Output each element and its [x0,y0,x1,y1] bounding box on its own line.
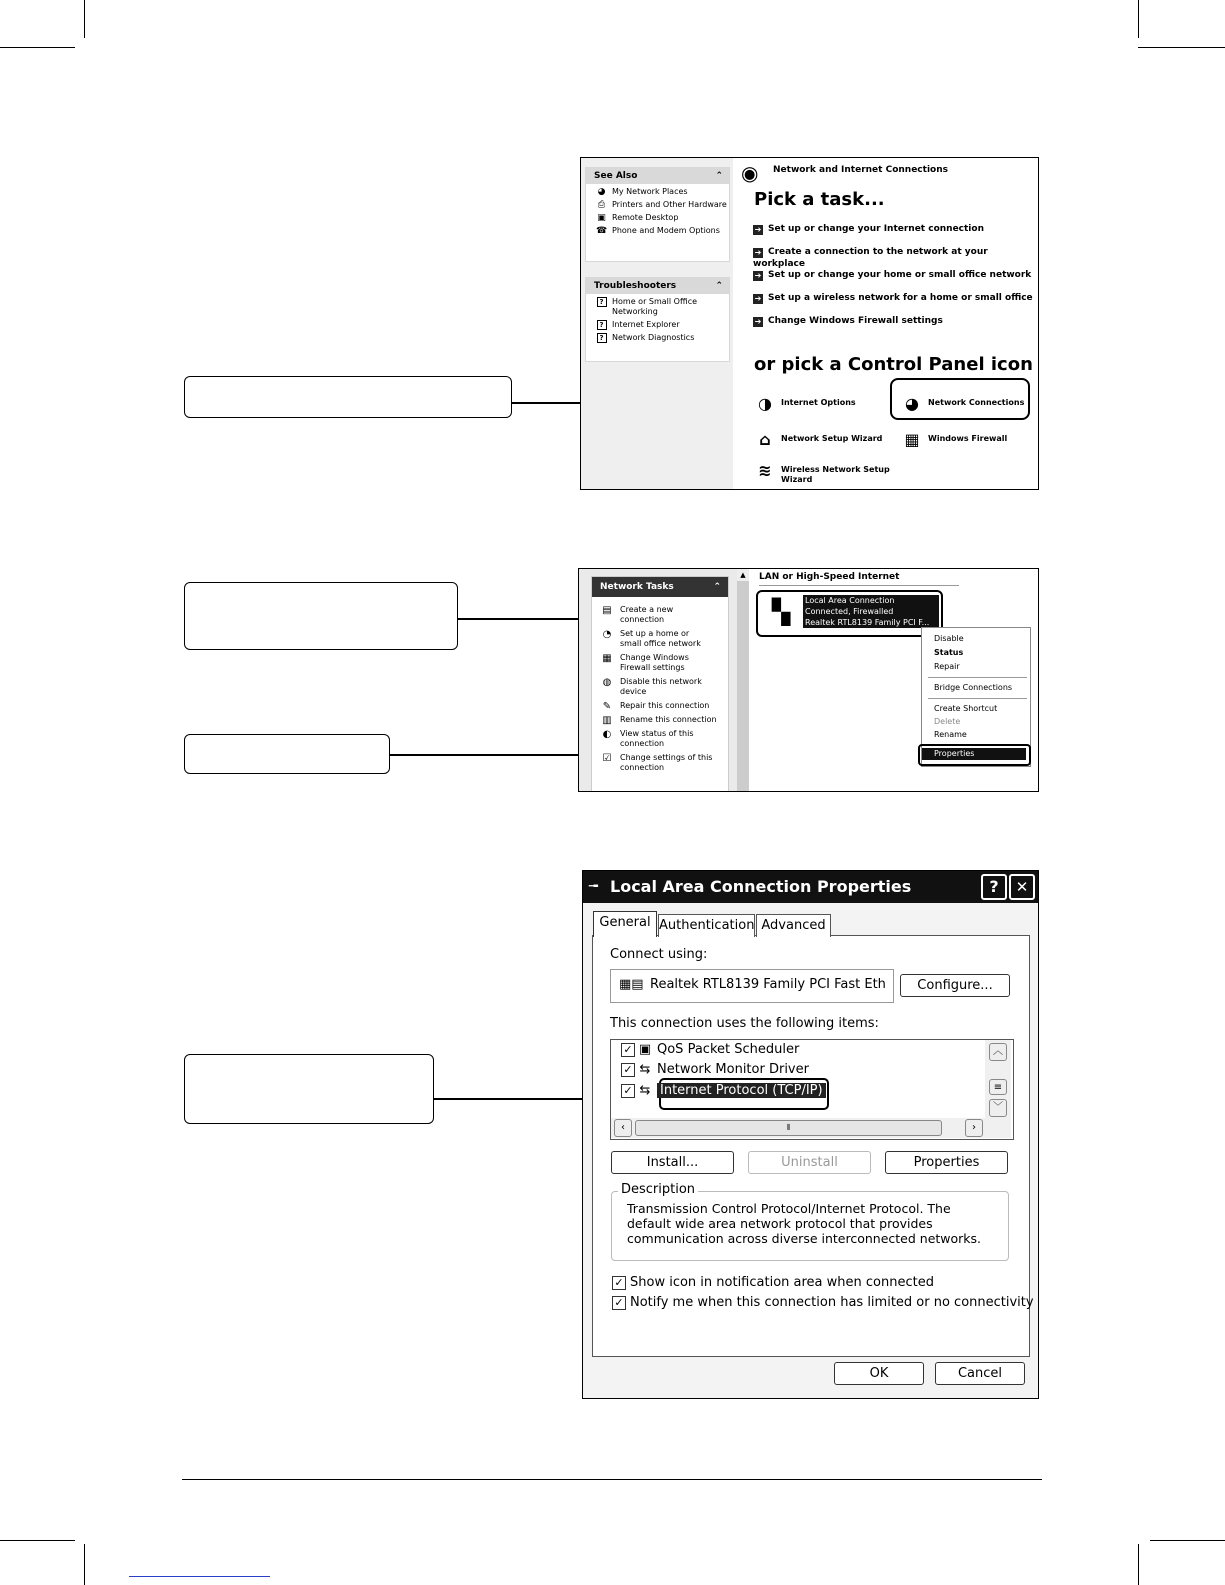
crop-mark [1138,47,1225,48]
uninstall-button[interactable]: Uninstall [748,1151,871,1174]
arrow-icon: ➔ [754,294,762,303]
scroll-thumb[interactable]: ⦀ [635,1120,942,1136]
network-tasks-header[interactable]: Network Tasks ⌃ [592,577,728,597]
title-bar [583,871,1038,903]
network-internet-connections-screenshot [580,157,1039,490]
tab-general[interactable]: General [593,911,657,937]
show-icon-checkbox[interactable]: ✓ [612,1276,626,1290]
firewall-icon: ▦ [904,430,920,449]
internet-options-item[interactable]: ◑ Internet Options [754,398,856,408]
network-connections-screenshot [578,568,1039,792]
menu-item-disable[interactable]: Disable [934,634,964,643]
wireless-icon: ≋ [758,461,772,480]
network-task-item[interactable]: ▦ Change Windows Firewall settings [602,653,689,672]
callout-box [184,376,512,418]
crop-mark [0,47,75,48]
scroll-thumb[interactable]: ≡ [989,1079,1007,1095]
menu-separator [928,698,1027,699]
help-icon: ? [596,333,607,343]
new-connection-icon: ▤ [602,605,612,616]
footer-rule [182,1479,1042,1480]
collapse-icon[interactable]: ⌃ [715,171,723,181]
scroll-right-icon[interactable]: › [965,1119,983,1137]
crop-mark [1150,1540,1225,1541]
connection-status: Connected, Firewalled [805,607,894,616]
scroll-left-icon[interactable]: ‹ [614,1119,632,1137]
settings-icon: ☑ [602,753,612,764]
windows-firewall-item[interactable]: ▦ Windows Firewall [901,434,1007,444]
help-icon: ? [596,320,607,330]
network-setup-wizard-item[interactable]: ⌂ Network Setup Wizard [754,434,882,444]
network-task-item[interactable]: ◔ Set up a home or small office network [602,629,701,648]
vertical-scrollbar[interactable] [737,569,749,791]
internet-options-icon: ◑ [758,394,772,413]
protocol-icon: ⇆ [639,1083,651,1098]
list-horizontal-scrollbar[interactable] [611,1118,1011,1138]
repair-icon: ✎ [602,701,612,712]
callout-box [184,734,390,774]
troubleshooters-panel [585,277,730,362]
scroll-up-icon[interactable]: ︿ [989,1043,1007,1061]
crop-mark [1138,0,1139,38]
home-network-icon: ◔ [602,629,612,640]
adapter-name: Realtek RTL8139 Family PCI Fast Eth [650,977,886,992]
wireless-network-setup-wizard-item[interactable]: ≋ Wireless Network Setup Wizard [754,465,891,485]
menu-separator [928,677,1027,678]
notify-checkbox[interactable]: ✓ [612,1296,626,1310]
task-link[interactable]: ➔ Create a connection to the network at your workplace [753,247,988,269]
troubleshooter-item[interactable]: ? Internet Explorer [586,320,729,330]
component-checkbox[interactable]: ✓ [621,1084,635,1098]
connect-using-label: Connect using: [610,947,708,962]
network-adapter-icon: ▚ [771,598,791,626]
menu-item-status[interactable]: Status [934,648,964,657]
component-item[interactable]: ✓ ⇆ Network Monitor Driver [621,1061,809,1078]
component-checkbox[interactable]: ✓ [621,1063,635,1077]
context-menu [921,627,1031,767]
see-also-item[interactable]: ◕ My Network Places [597,187,688,197]
properties-button[interactable]: Properties [885,1151,1008,1174]
crop-mark [84,1544,85,1585]
help-button[interactable]: ? [981,874,1007,900]
pick-task-heading: Pick a task... [754,189,885,210]
category-header: Network and Internet Connections [773,165,948,175]
see-also-item[interactable]: ☎ Phone and Modem Options [596,226,720,236]
connection-device: Realtek RTL8139 Family PCI F... [805,618,930,627]
menu-item-properties[interactable]: Properties [922,748,1026,760]
menu-item-rename[interactable]: Rename [934,730,967,739]
arrow-icon: ➔ [754,225,762,234]
collapse-icon[interactable]: ⌃ [713,582,721,592]
local-area-connection-properties-dialog [582,870,1039,1399]
crop-mark [84,0,85,38]
network-connections-item[interactable]: ◕ Network Connections [901,398,1024,408]
see-also-item[interactable]: ▣ Remote Desktop [597,213,679,223]
menu-item-bridge-connections[interactable]: Bridge Connections [934,683,1013,692]
component-item-selected[interactable]: ✓ ⇆ Internet Protocol (TCP/IP) [621,1082,826,1099]
remote-desktop-icon: ▣ [597,213,606,223]
network-task-item[interactable]: ▤ Create a new connection [602,605,674,624]
connection-label [803,595,939,628]
connection-icon: ╼ [589,877,599,895]
component-checkbox[interactable]: ✓ [621,1043,635,1057]
network-card-icon: ▦▤ [619,977,644,992]
collapse-icon[interactable]: ⌃ [715,281,723,291]
group-header: LAN or High-Speed Internet [759,572,900,582]
network-tasks-panel [591,576,729,792]
network-task-item[interactable]: ▥ Rename this connection [602,715,717,726]
task-link[interactable]: ➔ Set up or change your Internet connection [754,224,984,234]
network-places-icon: ◕ [597,187,606,197]
items-label: This connection uses the following items: [610,1016,879,1031]
protocol-icon: ⇆ [639,1062,651,1077]
connection-name: Local Area Connection [805,596,895,605]
firewall-icon: ▦ [602,653,612,664]
arrow-icon: ➔ [754,248,762,257]
scroll-down-icon[interactable]: ﹀ [989,1099,1007,1117]
see-also-panel [585,167,730,262]
local-area-connection-item[interactable] [761,595,937,631]
group-divider [759,585,959,586]
cancel-button[interactable]: Cancel [935,1362,1025,1385]
network-task-item[interactable]: ☑ Change settings of this connection [602,753,713,772]
footer-link-underline [129,1576,270,1577]
network-task-item[interactable]: ◍ Disable this network device [602,677,702,696]
description-label: Description [618,1182,698,1197]
menu-item-delete[interactable]: Delete [934,717,961,726]
crop-mark [1138,1544,1139,1585]
description-text: Transmission Control Protocol/Internet Protocol. The default wide area network protocol that provides communication across diverse interconnected networks. [627,1201,982,1246]
components-list [610,1039,1014,1140]
scheduler-icon: ▣ [638,1042,652,1057]
configure-button[interactable]: Configure... [900,974,1010,997]
rename-icon: ▥ [602,715,612,726]
pick-icon-heading: or pick a Control Panel icon [754,354,1033,375]
troubleshooter-item[interactable]: ? Network Diagnostics [586,333,729,343]
list-vertical-scrollbar[interactable] [985,1040,1011,1118]
menu-item-create-shortcut[interactable]: Create Shortcut [934,704,998,713]
show-icon-label: Show icon in notification area when connected [630,1275,934,1290]
arrow-icon: ➔ [754,317,762,326]
status-icon: ◐ [602,729,612,740]
dialog-title: Local Area Connection Properties [610,877,912,896]
callout-box [184,1054,434,1124]
help-icon: ? [596,297,607,307]
adapter-field [610,969,894,1003]
house-icon: ⌂ [759,430,771,449]
crop-mark [0,1540,75,1541]
phone-icon: ☎ [596,226,608,236]
task-link[interactable]: ➔ Change Windows Firewall settings [754,316,943,326]
troubleshooter-item[interactable]: ? Home or Small Office Networking [586,297,729,317]
menu-item-repair[interactable]: Repair [934,662,960,671]
arrow-icon: ➔ [754,271,762,280]
tab-authentication[interactable]: Authentication [658,914,755,937]
disable-device-icon: ◍ [602,677,612,688]
ok-button[interactable]: OK [834,1362,924,1385]
task-link[interactable]: ➔ Set up a wireless network for a home or small office [754,293,1033,303]
see-also-item[interactable]: ⎙ Printers and Other Hardware [597,200,727,210]
component-item[interactable]: ✓ ▣ QoS Packet Scheduler [621,1041,799,1058]
network-connections-icon: ◕ [905,394,919,413]
callout-box [184,582,458,650]
install-button[interactable]: Install... [611,1151,734,1174]
troubleshooters-header[interactable]: Troubleshooters ⌃ [586,278,729,294]
notify-label: Notify me when this connection has limited or no connectivity [630,1295,1034,1310]
see-also-header[interactable]: See Also ⌃ [586,168,729,184]
printer-icon: ⎙ [597,200,606,210]
network-category-icon: ◉ [741,161,759,185]
task-link[interactable]: ➔ Set up or change your home or small office network [754,270,1032,280]
close-button[interactable]: ✕ [1009,874,1035,900]
scroll-up-icon[interactable]: ▲ [737,569,749,581]
network-task-item[interactable]: ◐ View status of this connection [602,729,694,748]
tab-advanced[interactable]: Advanced [756,914,831,937]
network-task-item[interactable]: ✎ Repair this connection [602,701,710,712]
